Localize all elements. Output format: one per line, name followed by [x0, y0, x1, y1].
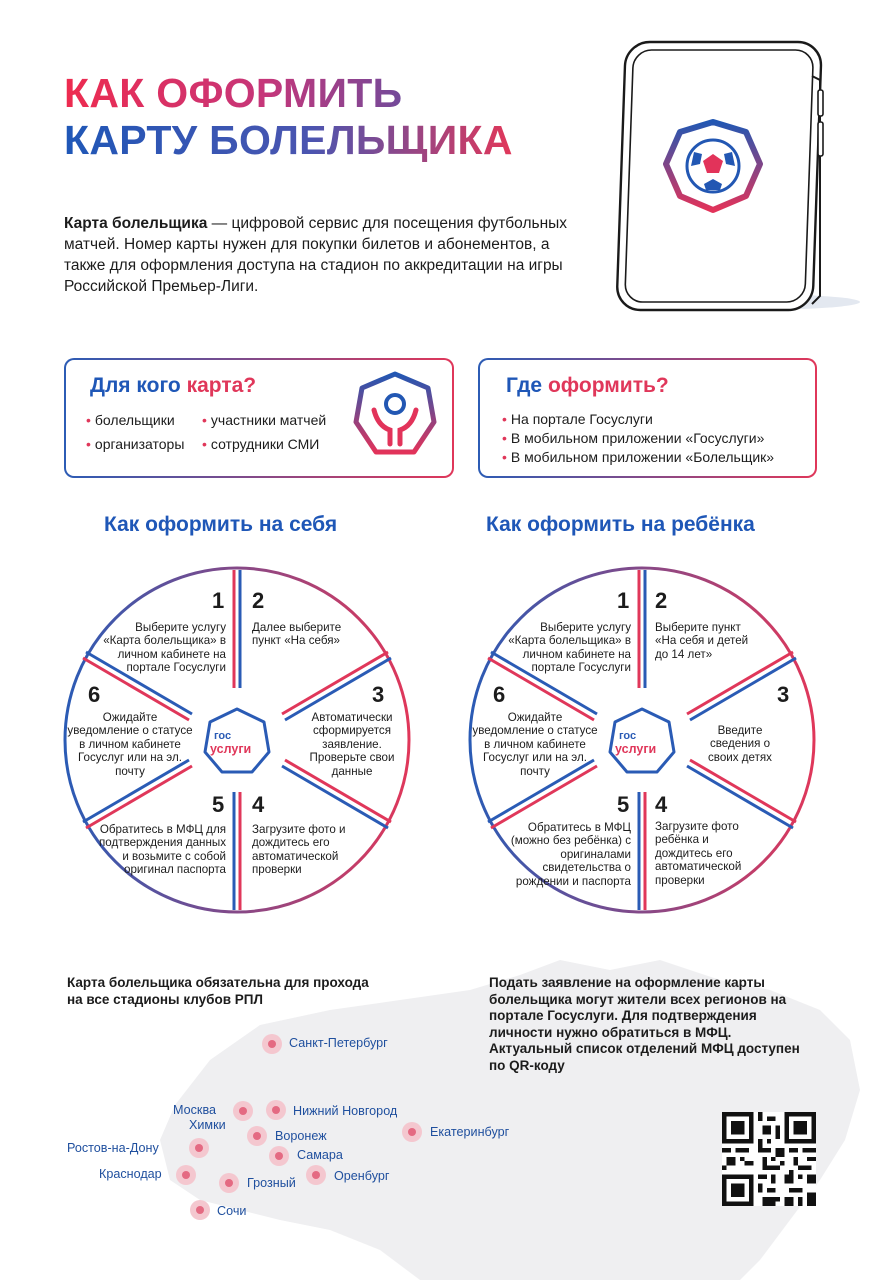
city-dot: [219, 1173, 239, 1193]
title-line-2: КАРТУ БОЛЕЛЬЩИКА: [64, 117, 513, 163]
list-item: • участники матчей: [202, 411, 326, 430]
city-label: Оренбург: [334, 1169, 390, 1183]
city-dot: [266, 1100, 286, 1120]
step-number-3: 3: [372, 682, 385, 707]
logo-top: гос: [214, 730, 232, 742]
step-number-2: 2: [252, 588, 265, 613]
qr-code-icon[interactable]: [722, 1112, 816, 1206]
title-line-1: КАК ОФОРМИТЬ: [64, 70, 513, 117]
city-dot: [247, 1126, 267, 1146]
step-number-6: 6: [88, 682, 101, 707]
city-label: Воронеж: [275, 1129, 327, 1143]
city-label: Самара: [297, 1148, 343, 1162]
logo-top: гос: [619, 730, 637, 742]
gosuslugi-logo: [202, 706, 272, 776]
city-dot: [189, 1138, 209, 1158]
city-label: Химки: [189, 1118, 226, 1132]
city-dot: [306, 1165, 326, 1185]
for-whom-list-left: [86, 411, 184, 454]
list-item: • болельщики: [86, 411, 184, 430]
city-label: Грозный: [247, 1176, 296, 1190]
step-number-2: 2: [655, 588, 668, 613]
step-number-5: 5: [617, 792, 630, 817]
step-text-2: Выберите пункт «На себя и детей до 14 лет»: [655, 621, 749, 661]
step-text-1: Выберите услугу «Карта болельщика» в личном кабинете на портале Госуслуги: [508, 621, 631, 675]
for-whom-title: Для кого карта?: [90, 374, 257, 397]
city-dot: [402, 1122, 422, 1142]
left-note: Карта болельщика обязательна для прохода на все стадионы клубов РПЛ: [67, 975, 369, 1007]
list-item: • На портале Госуслуги: [502, 410, 774, 429]
city-label: Санкт-Петербург: [289, 1036, 388, 1050]
step-number-1: 1: [212, 588, 225, 613]
city-dot: [262, 1034, 282, 1054]
city-dot: [269, 1146, 289, 1166]
step-number-5: 5: [212, 792, 225, 817]
step-number-1: 1: [617, 588, 630, 613]
intro-bold: Карта болельщика: [64, 215, 208, 232]
person-icon: [352, 370, 438, 462]
step-text-3: Введите сведения о своих детях: [708, 724, 772, 764]
city-dot: [233, 1101, 253, 1121]
child-steps-wheel: [467, 558, 817, 922]
logo-bottom: услуги: [615, 742, 657, 756]
list-item: • В мобильном приложении «Госуслуги»: [502, 429, 774, 448]
step-number-6: 6: [493, 682, 506, 707]
self-steps-wheel: [62, 558, 412, 922]
step-text-1: Выберите услугу «Карта болельщика» в личном кабинете на портале Госуслуги: [103, 621, 226, 675]
city-dot: [190, 1200, 210, 1220]
gosuslugi-logo: [607, 706, 677, 776]
list-item: • В мобильном приложении «Болельщик»: [502, 448, 774, 467]
city-label: Краснодар: [99, 1167, 162, 1181]
self-heading: Как оформить на себя: [104, 513, 338, 536]
for-whom-card: [64, 358, 454, 478]
list-item: • организаторы: [86, 435, 184, 454]
step-text-6: Ожидайте уведомление о статусе в личном кабинете Госуслуг или на эл. почту: [67, 711, 193, 778]
city-dot: [176, 1165, 196, 1185]
step-text-4: Загрузите фото ребёнка и дождитесь его автоматической проверки: [655, 820, 742, 887]
step-number-4: 4: [655, 792, 668, 817]
intro-text: [64, 213, 584, 297]
for-whom-list-right: [202, 411, 326, 454]
city-label: Екатеринбург: [430, 1125, 510, 1139]
right-note: Подать заявление на оформление карты болельщика могут жители всех регионов на портале Госуслуги. Для подтверждения личности нужно обратиться в МФЦ. Актуальный список отделений МФЦ доступен по QR-коду: [489, 975, 800, 1073]
where-title: Где оформить?: [506, 374, 669, 397]
city-label: Москва: [173, 1103, 216, 1117]
step-number-3: 3: [777, 682, 790, 707]
step-text-4: Загрузите фото и дождитесь его автоматической проверки: [252, 823, 346, 877]
city-label: Сочи: [217, 1204, 247, 1218]
where-card: [478, 358, 817, 478]
intro-body: — цифровой сервис для посещения футбольных матчей. Номер карты нужен для покупки билетов и абонементов, а также для оформления доступа на стадион по аккредитации на игры Российской Премьер-Лиги.: [64, 215, 568, 295]
step-text-2: Далее выберите пункт «На себя»: [252, 621, 342, 648]
step-text-5: Обратитесь в МФЦ для подтверждения данных и возьмите с собой оригинал паспорта: [99, 823, 226, 877]
step-text-6: Ожидайте уведомление о статусе в личном кабинете Госуслуг или на эл. почту: [472, 711, 598, 778]
step-number-4: 4: [252, 792, 265, 817]
city-label: Ростов-на-Дону: [67, 1141, 159, 1155]
city-label: Нижний Новгород: [293, 1104, 398, 1118]
page-title: [64, 70, 513, 164]
list-item: • сотрудники СМИ: [202, 435, 326, 454]
where-list: [502, 410, 774, 467]
logo-bottom: услуги: [210, 742, 252, 756]
step-text-3: Автоматически сформируется заявление. Проверьте свои данные: [309, 711, 395, 778]
child-heading: Как оформить на ребёнка: [486, 513, 755, 536]
phone-icon: [600, 36, 862, 326]
step-text-5: Обратитесь в МФЦ (можно без ребёнка) с оригиналами свидетельства о рождении и паспорта: [510, 821, 631, 888]
